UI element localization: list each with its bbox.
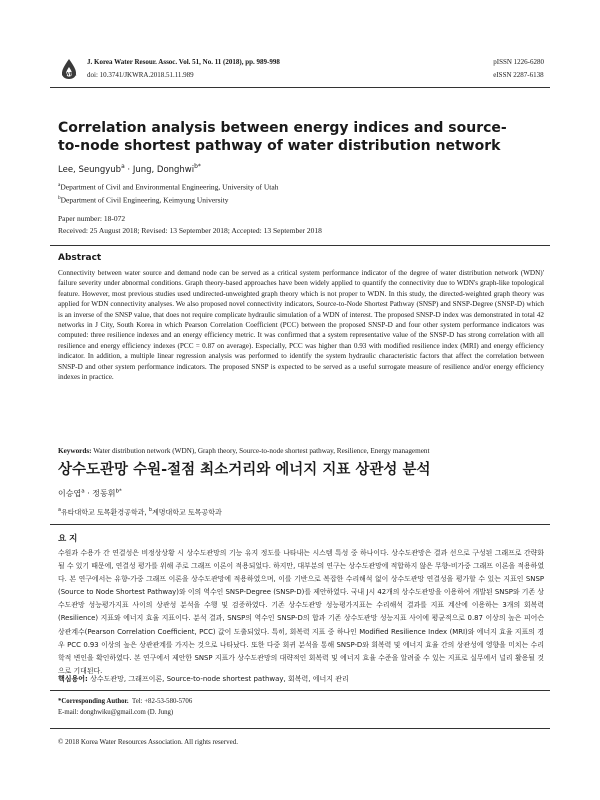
journal-logo — [58, 57, 80, 81]
affiliation-a: $^a$Department of Civil and Environmental Engineering, University of Utah — [58, 182, 279, 192]
paper-title-ko: 상수도관망 수원-절점 최소거리와 에너지 지표 상관성 분석 — [58, 462, 431, 478]
eissn: eISSN 2287-6138 — [493, 70, 544, 79]
copyright-rule — [50, 728, 550, 729]
header-rule — [50, 87, 550, 88]
journal-citation: J. Korea Water Resour. Assoc. Vol. 51, No. 11 (2018), pp. 989-998 — [87, 58, 280, 66]
authors-ko: 이승엽$^a$ · 정동휘$^{b*}$ — [58, 488, 122, 498]
summary-body-ko: 수원과 수용가 간 연결성은 비정상상황 시 상수도관망의 기능 유지 정도를 나타내는 시스템 특성 중 하나이다. 상수도관망은 결과 선으로 구성된 그래프로 간략화 될 수 있기 때문에, 연결성 평가를 위해 주로 그래프 이론이 적용되었다. 하지만, 대부분의 연구는 상수도관망에 적합하지 않은 무향-비가중 그래프 이론을 적용하였다. 본 연구에서는 유향-가중 그래프 이론을 상수도관망에 적용하였으며, 이를 기반으로 복잡한 수리해석 없이 상수도관망 연결성을 평가할 수 있는 지표인 SNSP (Source to Node Shortest Pathway)와 이의 역수인 SNSP-Degree (SNSP-D)를 제안하였다. 국내 J시 42개의 상수도관망을 이용하여 개발된 SNSP와 기존 상수도관망 성능평가지표 사이의 상관성 분석을 수행 및 검증하였다. 기존 상수도관망 성능평가지표는 수리해석 결과를 지표 계산에 이용하는 3개의 회복력(Resilience) 지표와 에너지 효율 지표이다. 분석 결과, SNSP의 역수인 SNSP-D의 합과 기존 상수도관망 성능지표 사이에 평균적으로 0.87 이상의 높은 피어슨 상관계수(Pearson Correlation Coefficient, PCC) 값이 도출되었다. 특히, 회복력 지표 중 하나인 Modified Resilience Index (MRI)와 에너지 효율 지표의 경우 PCC 0.93 이상의 높은 상관관계를 가지는 것으로 나타났다. 또한 다중 회귀 분석을 통해 SNSP-D와 회복력 및 에너지 효율 간의 상관성에 영향을 미치는 수리학적 변인을 확인하였다. 본 연구에서 제안한 SNSP 지표가 상수도관망의 대략적인 회복력 및 에너지 효율 수준을 알려줄 수 있는 지표로 실무에서 널리 활용될 것으로 기대된다. — [58, 549, 544, 675]
keywords-en — [58, 446, 544, 456]
paper-number: Paper number: 18-072 — [58, 214, 126, 223]
affiliation-b: $^b$Department of Civil Engineering, Keimyung University — [58, 194, 229, 204]
summary-rule — [50, 524, 550, 525]
author-1: Lee, Seungyub — [58, 164, 122, 175]
summary-heading-ko: 요 지 — [58, 534, 78, 544]
corresponding-label: *Corresponding Author. — [58, 698, 129, 705]
authors-en: Lee, Seungyub$^a$ · Jung, Donghwi$^{b*}$ — [58, 163, 201, 175]
corresponding-author — [58, 696, 192, 718]
keywords-text: Water distribution network (WDN), Graph theory, Source-to-node shortest pathway, Resilience, Energy management — [93, 447, 430, 455]
affiliations-en — [58, 180, 278, 205]
corresponding-email: E-mail: donghwiku@gmail.com (D. Jung) — [58, 709, 174, 716]
svg-text:KWRA: KWRA — [61, 72, 77, 78]
abstract-body: Connectivity between water source and demand node can be served as a critical system performance indicator of the degree of water distribution network (WDN)' failure severity under abnormal conditions. Graph theory-based approaches have been widely applied to quantify the connectivity due to WDN's graph-like topological feature. However, most previous studies used undirected-unweighted graph theory which is not proper to WDN. In this study, the directed-weighted graph theory was applied for WDN connectivity analyses. We also proposed novel connectivity indicators, Source-to-Node Shortest Pathway (SNSP) and SNSP-Degree (SNSP-D) which is an inverse of the SNSP value, that does not require complicate hydraulic simulation of a WDN of interest. The proposed SNSP-D index was demonstrated in total 42 networks in J City, South Korea in which Pearson Correlation Coefficient (PCC) between the proposed SNSP-D and four other system performance indicators was computed: three resilience indexes and an energy efficiency metric. It was confirmed that a system representative value of the SNSP-D has strong correlation with all resilience and energy efficiency indexes (PCC = 0.87 on average). Especially, PCC was higher than 0.93 with modified resilience index (MRI) and energy efficiency indicator. In addition, a multiple linear regression analysis was performed to identify the system hydraulic characteristic factors that affect the correlation between SNSP-D and other system performance indicators. The proposed SNSP is expected to be served as a useful surrogate measure of resilience and/or energy efficiency indexes in practice. — [58, 269, 544, 382]
author-2: Jung, Donghwi — [132, 164, 195, 175]
issn-block — [493, 56, 544, 81]
pissn: pISSN 1226-6280 — [493, 58, 544, 66]
keywords-ko-label: 핵심용어: — [58, 675, 88, 683]
author-ko-2: 정동휘 — [92, 489, 116, 498]
copyright: © 2018 Korea Water Resources Association. All rights reserved. — [58, 738, 238, 746]
doi-text: doi: 10.3741/JKWRA.2018.51.11.989 — [87, 70, 194, 79]
paper-info — [58, 213, 322, 237]
journal-header — [87, 56, 280, 81]
footer-rule — [50, 690, 550, 691]
keywords-label: Keywords: — [58, 447, 92, 455]
corresponding-tel: Tel: +82-53-580-5706 — [132, 698, 193, 705]
paper-dates: Received: 25 August 2018; Revised: 13 September 2018; Accepted: 13 September 2018 — [58, 226, 322, 235]
abstract-rule — [50, 245, 550, 246]
paper-title-en: Correlation analysis between energy indices and source-to-node shortest pathway of water distribution network — [58, 120, 507, 154]
abstract-heading: Abstract — [58, 253, 102, 263]
affiliations-ko: $^a$유타대학교 토목환경공학과, $^b$계명대학교 토목공학과 — [58, 507, 222, 517]
author-ko-1: 이승엽 — [58, 489, 82, 498]
keywords-ko-text: 상수도관망, 그래프이론, Source-to-node shortest pathway, 회복력, 에너지 관리 — [90, 675, 349, 683]
keywords-ko — [58, 674, 349, 684]
